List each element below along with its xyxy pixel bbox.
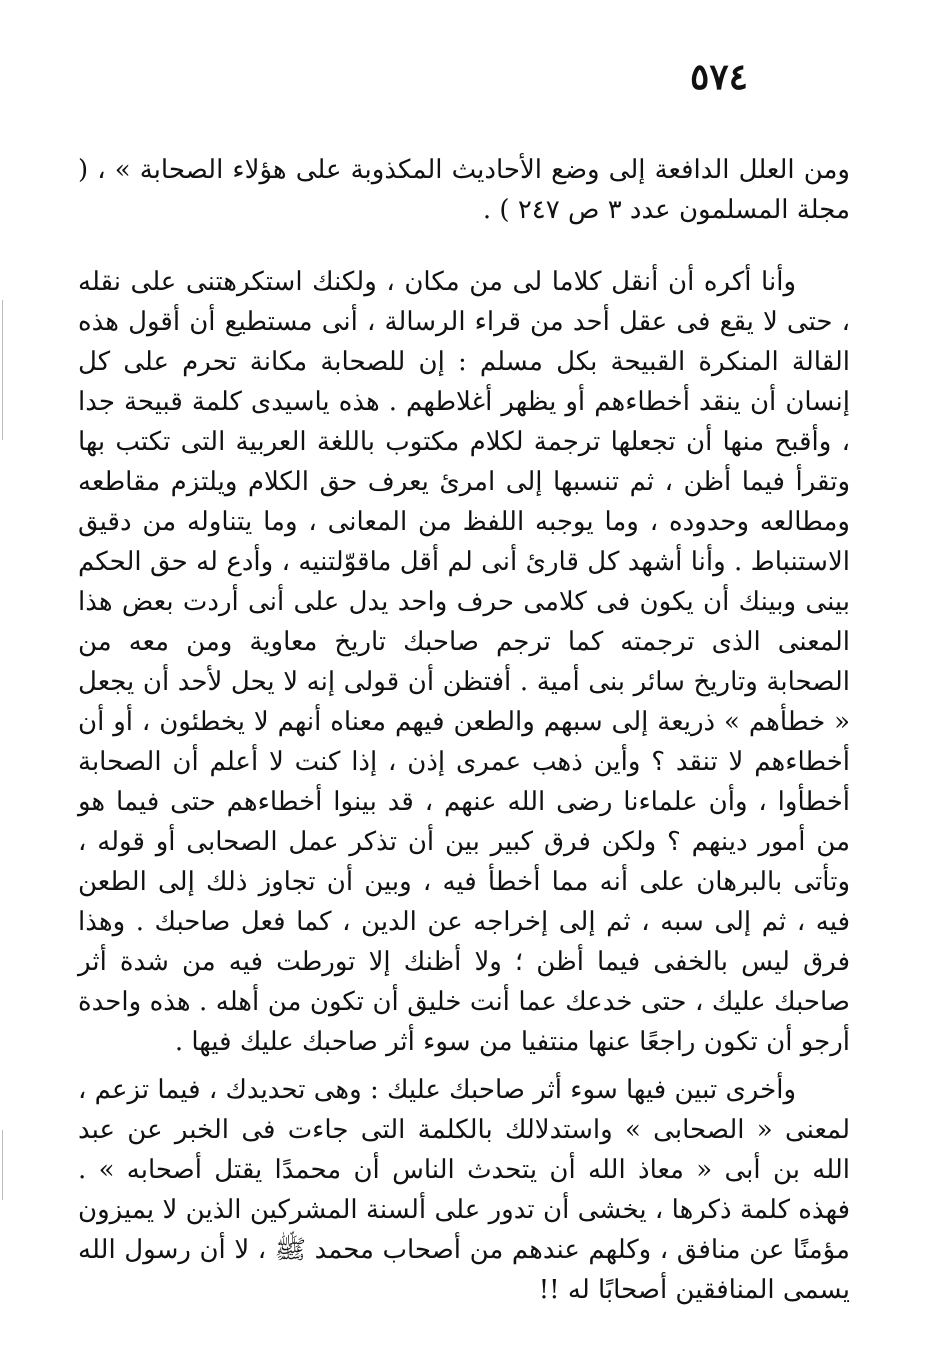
page-number: ٥٧٤	[690, 56, 749, 98]
page-edge-mark	[2, 1130, 3, 1200]
second-paragraph	[78, 1070, 850, 1310]
paragraph-1: ومن العلل الدافعة إلى وضع الأحاديث المكذوبة على هؤلاء الصحابة » ، ( مجلة المسلمون عدد ٣ ص ٢٤٧ ) .	[78, 155, 850, 225]
paragraph-3: وأخرى تبين فيها سوء أثر صاحبك عليك : وهى تحديدك ، فيما تزعم ، لمعنى « الصحابى » واستدلالك بالكلمة التى جاءت فى الخبر عن عبد الله بن أبى « معاذ الله أن يتحدث الناس أن محمدًا يقتل أصحابه » . فهذه كلمة ذكرها ، يخشى أن تدور على ألسنة المشركين الذين لا يميزون مؤمنًا عن منافق ، وكلهم عندهم من أصحاب محمد ﷺ ، لا أن رسول الله يسمى المنافقين أصحابًا له !!	[78, 1075, 850, 1305]
paragraph-2: وأنا أكره أن أنقل كلاما لى من مكان ، ولكنك استكرهتنى على نقله ، حتى لا يقع فى عقل أحد من قراء الرسالة ، أنى مستطيع أن أقول هذه القالة المنكرة القبيحة بكل مسلم : إن للصحابة مكانة تحرم على كل إنسان أن ينقد أخطاءهم أو يظهر أغلاطهم . هذه ياسيدى كلمة قبيحة جدا ، وأقبح منها أن تجعلها ترجمة لكلام مكتوب باللغة العربية التى تكتب بها وتقرأ فيما أظن ، ثم تنسبها إلى امرئ يعرف حق الكلام ويلتزم مقاطعه ومطالعه وحدوده ، وما يوجبه اللفظ من المعانى ، وما يتناوله من دقيق الاستنباط . وأنا أشهد كل قارئ أنى لم أقل ماقوّلتنيه ، وأدع له حق الحكم بينى وبينك أن يكون فى كلامى حرف واحد يدل على أنى أردت بعض هذا المعنى الذى ترجمته كما ترجم صاحبك تاريخ معاوية ومن معه من الصحابة وتاريخ سائر بنى أمية . أفتظن أن قولى إنه لا يحل لأحد أن يجعل « خطأهم » ذريعة إلى سبهم والطعن فيهم معناه أنهم لا يخطئون ، أو أن أخطاءهم لا تنقد ؟ وأين ذهب عمرى إذن ، إذا كنت لا أعلم أن الصحابة أخطأوا ، وأن علماءنا رضى الله عنهم ، قد بينوا أخطاءهم حتى فيما هو من أمور دينهم ؟ ولكن فرق كبير بين أن تذكر عمل الصحابى أو قوله ، وتأتى بالبرهان على أنه مما أخطأ فيه ، وبين أن تجاوز ذلك إلى الطعن فيه ، ثم إلى سبه ، ثم إلى إخراجه عن الدين ، كما فعل صاحبك . وهذا فرق ليس بالخفى فيما أظن ؛ ولا أظنك إلا تورطت فيه من شدة أثر صاحبك عليك ، حتى خدعك عما أنت خليق أن تكون من أهله . هذه واحدة أرجو أن تكون راجعًا عنها منتفيا من سوء أثر صاحبك عليك فيها .	[78, 267, 850, 1057]
page-edge-mark	[2, 300, 3, 440]
main-paragraph	[78, 262, 850, 1062]
quoted-passage	[78, 150, 850, 230]
